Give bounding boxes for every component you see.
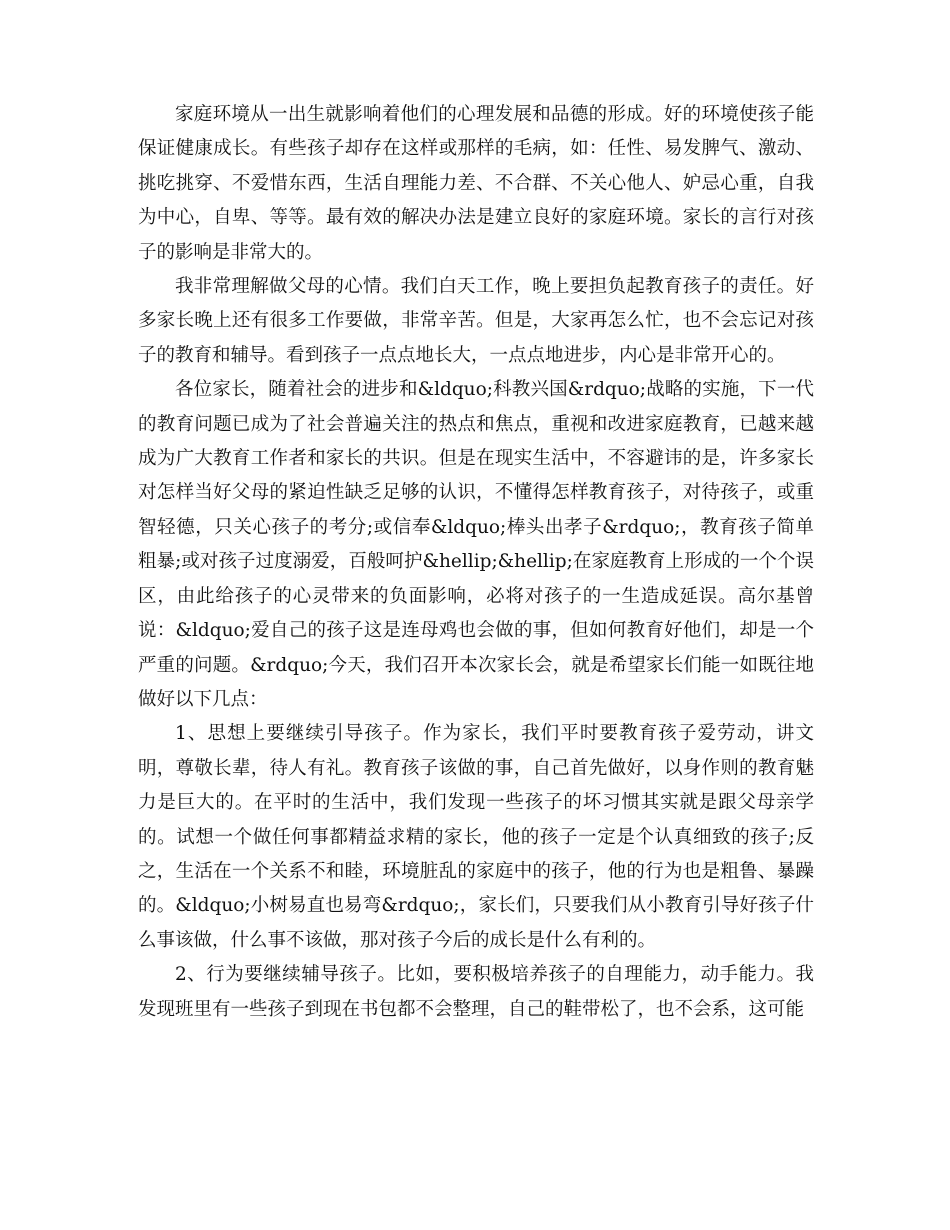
paragraph-point-2: 2、行为要继续辅导孩子。比如，要积极培养孩子的自理能力，动手能力。我发现班里有一些孩子到现在书包都不会整理，自己的鞋带松了，也不会系，这可能	[138, 964, 814, 1020]
paragraph-dear-parents: 各位家长，随着社会的进步和&ldquo;科教兴国&rdquo;战略的实施，下一代的教育问题已成为了社会普遍关注的热点和焦点，重视和改进家庭教育，已越来越成为广大教育工作者和家长的共识。但是在现实生活中，不容避讳的是，许多家长对怎样当好父母的紧迫性缺乏足够的认识，不懂得怎样教育孩子，对待孩子，或重智轻德，只关心孩子的考分;或信奉&ldquo;棒头出孝子&rdquo;，教育孩子简单粗暴;或对孩子过度溺爱，百般呵护&hellip;&hellip;在家庭教育上形成的一个个误区，由此给孩子的心灵带来的负面影响，必将对孩子的一生造成延误。高尔基曾说：&ldquo;爱自己的孩子这是连母鸡也会做的事，但如何教育好他们，却是一个严重的问题。&rdquo;今天，我们召开本次家长会，就是希望家长们能一如既往地做好以下几点：	[138, 379, 814, 710]
paragraph-family-environment: 家庭环境从一出生就影响着他们的心理发展和品德的形成。好的环境使孩子能保证健康成长。有些孩子却存在这样或那样的毛病，如：任性、易发脾气、激动、挑吃挑穿、不爱惜东西，生活自理能力差、不合群、不关心他人、妒忌心重，自我为中心，自卑、等等。最有效的解决办法是建立良好的家庭环境。家长的言行对孩子的影响是非常大的。	[138, 104, 814, 263]
paragraph-point-1: 1、思想上要继续引导孩子。作为家长，我们平时要教育孩子爱劳动，讲文明，尊敬长辈，待人有礼。教育孩子该做的事，自己首先做好，以身作则的教育魅力是巨大的。在平时的生活中，我们发现一些孩子的坏习惯其实就是跟父母亲学的。试想一个做任何事都精益求精的家长，他的孩子一定是个认真细致的孩子;反之，生活在一个关系不和睦，环境脏乱的家庭中的孩子，他的行为也是粗鲁、暴躁的。&ldquo;小树易直也易弯&rdquo;，家长们，只要我们从小教育引导好孩子什么事该做，什么事不该做，那对孩子今后的成长是什么有利的。	[138, 723, 814, 951]
paragraph-parents-feelings: 我非常理解做父母的心情。我们白天工作，晚上要担负起教育孩子的责任。好多家长晚上还有很多工作要做，非常辛苦。但是，大家再怎么忙，也不会忘记对孩子的教育和辅导。看到孩子一点点地长大，一点点地进步，内心是非常开心的。	[138, 276, 814, 366]
document-body	[138, 98, 814, 1027]
